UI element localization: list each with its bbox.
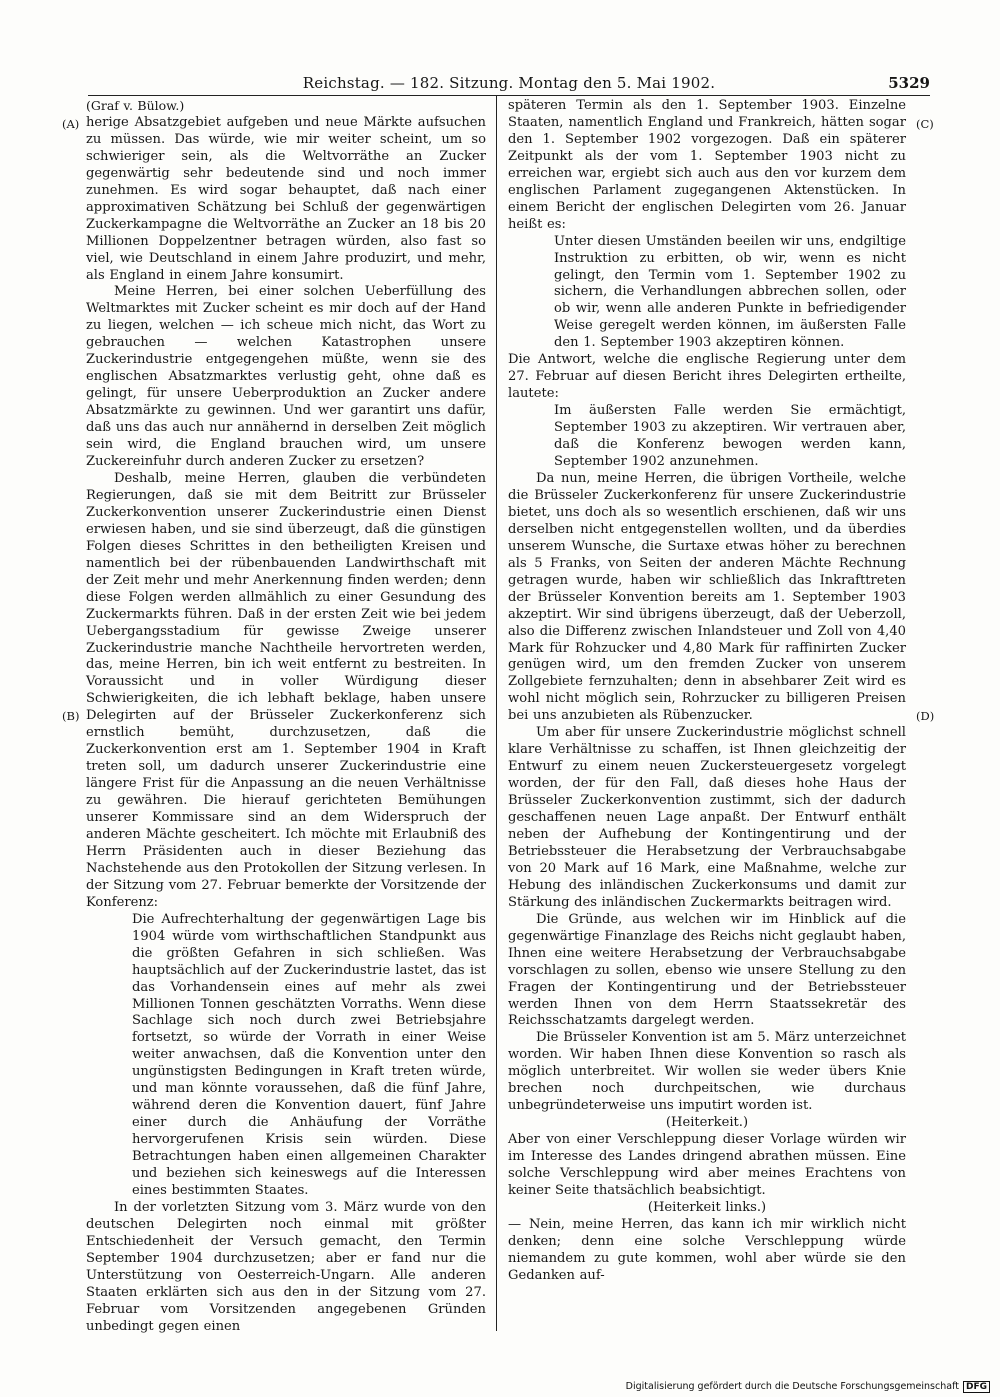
interjection: (Heiterkeit.) [665, 1115, 749, 1131]
left-column [86, 98, 486, 1336]
paragraph: Um aber für unsere Zuckerindustrie möglichst schnell klare Verhältnisse zu schaffen, ist Ihnen gleichzeitig der Entwurf zu einem neuen Zuckersteuergesetz vorgelegt worden, der für den Fall, daß dieses hohe Haus der Brüsseler Zuckerkonvention zustimmt, sich der dadurch geschaffenen neuen Lage anpaßt. Der Entwurf enthält neben der Aufhebung der Kontingentirung und der Betriebssteuer die Herabsetzung der Verbrauchsabgabe von 20 Mark auf 16 Mark, eine Maßnahme, welche zur Hebung des inländischen Zuckerkonsums und damit zur Stärkung des inländischen Zuckermarkts beitragen wird. [508, 725, 906, 910]
margin-marker-c: (C) [916, 117, 934, 131]
quoted-passage: Die Aufrechterhaltung der gegenwärtigen Lage bis 1904 würde vom wirthschaftlichen Standpunkt aus die größten Gefahren in sich schließen. Was hauptsächlich auf der Zuckerindustrie lastet, das ist das Vorhandensein eines auf mehr als zwei Millionen Tonnen geschätzten Vorraths. Wenn diese Sachlage sich noch durch zwei Betriebsjahre fortsetzt, so würde der Vorrath in einer Weise weiter anwachsen, daß die Konvention unter den ungünstigsten Bedingungen in Kraft treten würde, und man könnte voraussehen, daß die fünf Jahre, während deren die Konvention dauert, fünf Jahre einer durch die Anhäufung der Vorräthe hervorgerufenen Krisis sein würden. Diese Betrachtungen haben einen allgemeinen Charakter und beziehen sich keineswegs auf die Interessen eines bestimmten Staates. [132, 911, 486, 1198]
running-title: Reichstag. — 182. Sitzung. Montag den 5. Mai 1902. [302, 74, 716, 92]
paragraph: — Nein, meine Herren, das kann ich mir wirklich nicht denken; denn eine solche Verschleppung würde niemandem zu gute kommen, wohl aber würde sie den Gedanken auf- [508, 1216, 906, 1283]
paragraph: Die Antwort, welche die englische Regierung unter dem 27. Februar auf diesen Bericht ihres Delegirten ertheilte, lautete: [508, 352, 906, 402]
margin-marker-b: (B) [62, 709, 80, 723]
column-divider [496, 96, 497, 1331]
paragraph: (Graf v. Bülow.) [86, 98, 185, 113]
quoted-passage: Unter diesen Umständen beeilen wir uns, endgiltige Instruktion zu erbitten, ob wir, wenn es nicht gelingt, den Termin vom 1. September 1902 zu sichern, die Verhandlungen abbrechen sollen, oder ob wir, wenn alle anderen Punkte in befriedigender Weise geregelt werden können, im äußersten Falle den 1. September 1903 akzeptiren können. [554, 233, 906, 351]
paragraph: herige Absatzgebiet aufgeben und neue Märkte aufsuchen zu müssen. Das würde, wie mir weiter scheint, um so schwieriger sein, als die Weltvorräthe an Zucker gegenwärtig sehr bedeutende sind und noch immer zunehmen. Es wird sogar behauptet, daß nach einer approximativen Schätzung bei Schluß der gegenwärtigen Zuckerkampagne die Weltvorräthe an Zucker an 18 bis 20 Millionen Doppelzentner betragen würden, also fast so viel, wie Deutschland in einem Jahre produzirt, und mehr, als England in einem Jahre konsumirt. [86, 114, 486, 283]
margin-marker-d: (D) [916, 709, 935, 723]
margin-marker-a: (A) [62, 117, 80, 131]
paragraph: Da nun, meine Herren, die übrigen Vortheile, welche die Brüsseler Zuckerkonferenz für unsere Zuckerindustrie bietet, uns doch als so wesentlich erschienen, daß wir uns derselben nicht entgegenstellen wollten, und da überdies unserem Wunsche, die Surtaxe etwas höher zu berechnen als 5 Franks, von Seiten der anderen Mächte Rechnung getragen wurde, haben wir schließlich das Inkrafttreten der Brüsseler Konvention bereits am 1. September 1903 akzeptirt. Wir sind übrigens überzeugt, daß der Ueberzoll, also die Differenz zwischen Inlandsteuer und Zoll von 4,40 Mark für Rohzucker und 4,80 Mark für raffinirten Zucker genügen wird, um den fremden Zucker von unserem Zollgebiete fernzuhalten; denn in absehbarer Zeit wird es wohl nicht möglich sein, Rohrzucker zu billigeren Preisen bei uns anzubieten als Rübenzucker. [508, 470, 906, 724]
dfg-logo: DFG [963, 1381, 990, 1393]
right-column [508, 98, 906, 1285]
footer-credit [626, 1381, 990, 1393]
paragraph: In der vorletzten Sitzung vom 3. März wurde von den deutschen Delegirten noch einmal mit größter Entschiedenheit der Versuch gemacht, den Termin September 1904 durchzusetzen; aber er fand nur die Unterstützung von Oesterreich-Ungarn. Alle anderen Staaten erklärten sich aus den in der Sitzung vom 27. Februar vom Vorsitzenden angegebenen Gründen unbedingt gegen einen [86, 1199, 486, 1334]
page-number: 5329 [888, 74, 930, 92]
footer-text: Digitalisierung gefördert durch die Deutsche Forschungsgemeinschaft [625, 1381, 959, 1392]
paragraph: Die Gründe, aus welchen wir im Hinblick auf die gegenwärtige Finanzlage des Reichs nicht geglaubt haben, Ihnen eine weitere Herabsetzung der Verbrauchsabgabe vorschlagen zu sollen, ebenso wie unsere Stellung zu den Fragen der Kontingentirung und der Betriebssteuer werden Ihnen von dem Herrn Staatssekretär des Reichsschatzamts dargelegt werden. [508, 911, 906, 1029]
quoted-passage: Im äußersten Falle werden Sie ermächtigt, September 1903 zu akzeptiren. Wir vertrauen aber, daß die Konferenz bewogen werden kann, September 1902 anzunehmen. [554, 403, 906, 470]
interjection: (Heiterkeit links.) [647, 1199, 767, 1215]
paragraph: Die Brüsseler Konvention ist am 5. März unterzeichnet worden. Wir haben Ihnen diese Konvention so rasch als möglich unterbreitet. Wir wollen sie weder übers Knie brechen noch durchpeitschen, wie durchaus unbegründeterweise uns imputirt worden ist. [508, 1030, 906, 1114]
header-rule [88, 95, 930, 96]
page-header [88, 72, 930, 94]
paragraph: späteren Termin als den 1. September 1903. Einzelne Staaten, namentlich England und Frankreich, hätten sogar den 1. September 1902 vorgezogen. Daß ein späterer Zeitpunkt als der vom 1. September 1903 nicht zu erreichen war, ergiebt sich auch aus den vor kurzem dem englischen Parlament zugegangenen Aktenstücken. In einem Bericht der englischen Delegirten vom 26. Januar heißt es: [508, 98, 906, 232]
paragraph: Deshalb, meine Herren, glauben die verbündeten Regierungen, daß sie mit dem Beitritt zur Brüsseler Zuckerkonvention unserer Zuckerindustrie einen Dienst erwiesen haben, und sie sind überzeugt, daß die günstigen Folgen dieses Schrittes in den betheiligten Kreisen und namentlich bei der rübenbauenden Landwirthschaft mit der Zeit mehr und mehr Anerkennung finden werden; denn diese Folgen werden allmählich zu einer Gesundung des Zuckermarkts führen. Daß in der ersten Zeit wie bei jedem Uebergangsstadium für gewisse Zweige unserer Zuckerindustrie manche Nachtheile hervortreten werden, das, meine Herren, bin ich weit entfernt zu bestreiten. In Voraussicht und in voller Würdigung dieser Schwierigkeiten, die ich lebhaft beklage, haben unsere Delegirten auf der Brüsseler Zuckerkonferenz sich ernstlich bemüht, durchzusetzen, daß die Zuckerkonvention erst am 1. September 1904 in Kraft treten soll, um dadurch unserer Zuckerindustrie eine längere Frist für die Anpassung an die neuen Verhältnisse zu gewähren. Die hierauf gerichteten Bemühungen unserer Kommissare sind an dem Widerspruch der anderen Mächte gescheitert. Ich möchte mit Erlaubniß des Herrn Präsidenten auch in dieser Beziehung das Nachstehende aus den Protokollen der Sitzung verlesen. In der Sitzung vom 27. Februar bemerkte der Vorsitzende der Konferenz: [86, 470, 486, 910]
paragraph: Aber von einer Verschleppung dieser Vorlage würden wir im Interesse des Landes dringend abrathen müssen. Eine solche Verschleppung wird aber meines Erachtens von keiner Seite thatsächlich beabsichtigt. [508, 1132, 906, 1198]
paragraph: Meine Herren, bei einer solchen Ueberfüllung des Weltmarktes mit Zucker scheint es mir doch auf der Hand zu liegen, welchen — ich scheue mich nicht, das Wort zu gebrauchen — welchen Katastrophen unsere Zuckerindustrie entgegengehen müßte, wenn sie des englischen Absatzmarktes verlustig geht, ohne daß es gelingt, für unsere Ueberproduktion an Zucker andere Absatzmärkte zu gewinnen. Und wer garantirt uns dafür, daß uns das auch nur annähernd in derselben Zeit möglich sein wird, die England brauchen wird, um unsere Zuckereinfuhr durch anderen Zucker zu ersetzen? [86, 284, 486, 470]
